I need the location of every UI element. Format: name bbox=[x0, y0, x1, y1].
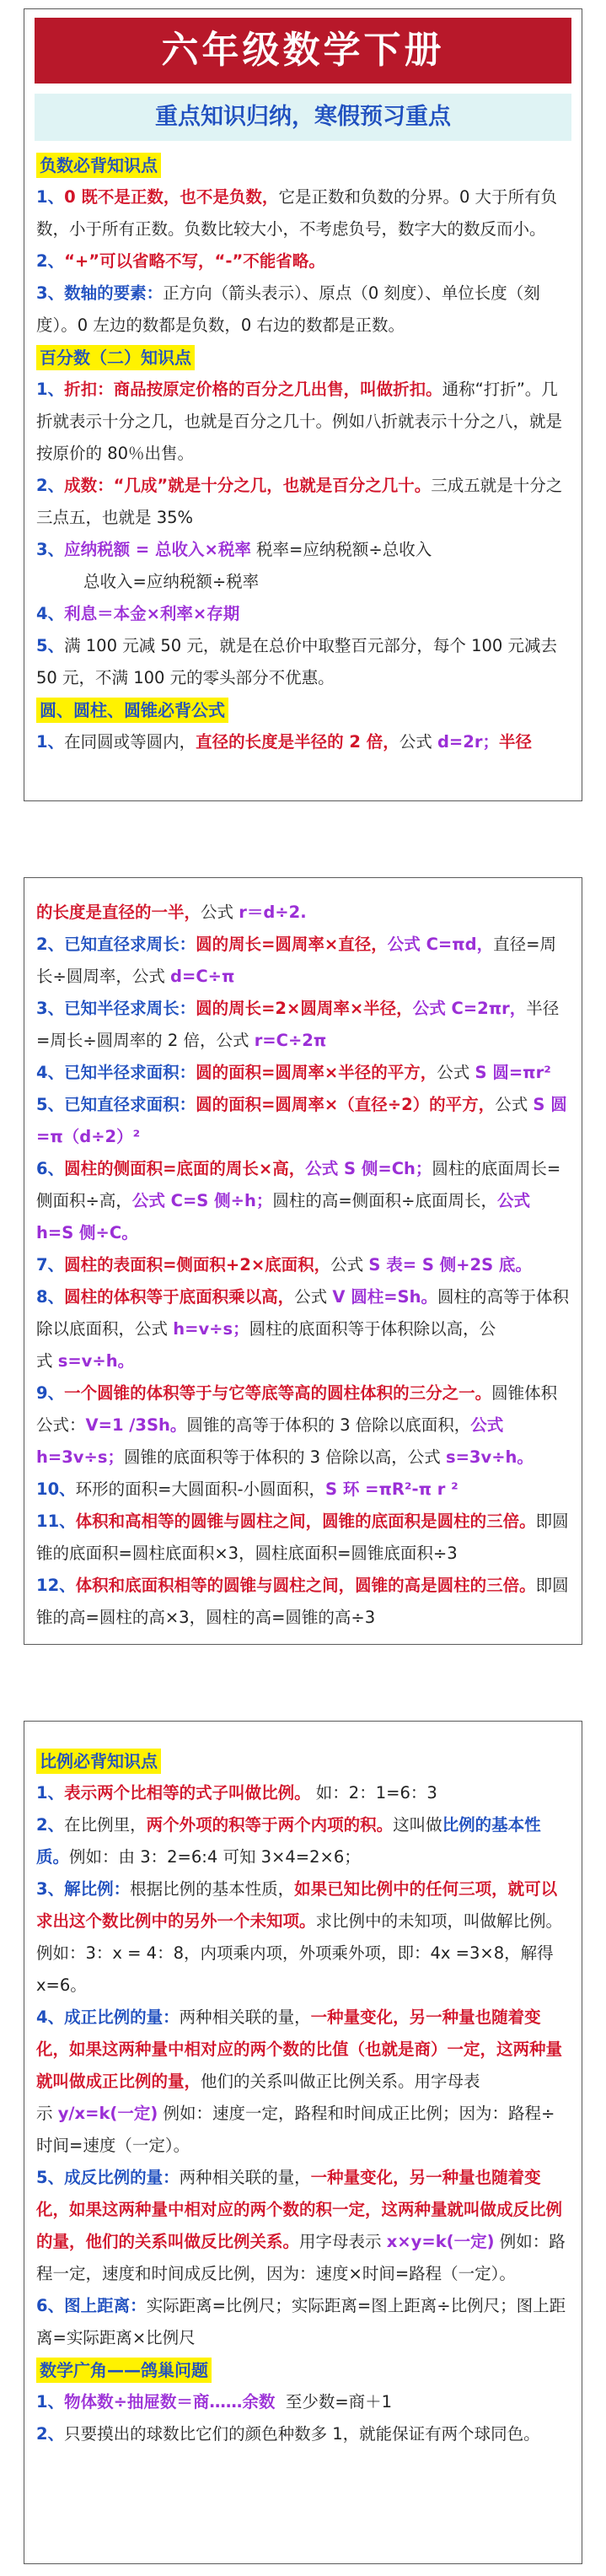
section-pigeonhole: 数学广角——鸽巢问题 bbox=[36, 2358, 212, 2383]
page-3 bbox=[24, 1721, 582, 2564]
list-item: 1、物体数÷抽屉数＝商……余数 至少数=商＋1 bbox=[36, 2392, 393, 2412]
list-item: 8、圆柱的体积等于底面积乘以高，公式 V 圆柱=Sh。圆柱的高等于体积除以底面积，公式 h=v÷s；圆柱的底面积等于体积除以高，公式 s=v÷h。 bbox=[36, 1287, 569, 1371]
list-item: 4、已知半径求面积：圆的面积=圆周率×半径的平方，公式 S 圆=πr² bbox=[36, 1063, 551, 1082]
list-item: 总收入=应纳税额÷税率 bbox=[83, 572, 260, 591]
list-item: 6、图上距离：实际距离=比例尺；实际距离=图上距离÷比例尺；图上距离=实际距离×比例尺 bbox=[36, 2296, 566, 2347]
list-item: 1、表示两个比相等的式子叫做比例。 如：2：1=6：3 bbox=[36, 1783, 437, 1803]
section-circle: 圆、圆柱、圆锥必背公式 bbox=[36, 698, 228, 723]
list-item: 2、已知直径求周长：圆的周长=圆周率×直径，公式 C=πd，直径=周长÷圆周率，公式 d=C÷π bbox=[36, 935, 556, 986]
list-item: 10、环形的面积=大圆面积-小圆面积，S 环 =πR²-π r ² bbox=[36, 1479, 459, 1499]
list-item: 2、成数：“几成”就是十分之几，也就是百分之几十。三成五就是十分之三点五，也就是 35% bbox=[36, 476, 563, 527]
page-1 bbox=[24, 8, 582, 801]
list-item: 1、在同圆或等圆内，直径的长度是半径的 2 倍，公式 d=2r；半径 bbox=[36, 732, 532, 752]
list-item: 3、解比例：根据比例的基本性质，如果已知比例中的任何三项，就可以求出这个数比例中的另外一个未知项。求比例中的未知项，叫做解比例。例如：3：x = 4：8，内项乘内项，外项乘外项，即：4x =3×8，解得 x=6。 bbox=[36, 1879, 563, 1995]
list-item: 1、折扣：商品按原定价格的百分之几出售，叫做折扣。通称“打折”。几折就表示十分之几，也就是百分之几十。例如八折就表示十分之八，就是按原价的 80％出售。 bbox=[36, 380, 563, 463]
list-item: 3、已知半径求周长：圆的周长=2×圆周率×半径，公式 C=2πr，半径=周长÷圆周率的 2 倍，公式 r=C÷2π bbox=[36, 999, 560, 1050]
list-item: 5、已知直径求面积：圆的面积=圆周率×（直径÷2）的平方，公式 S 圆 =π（d÷2）² bbox=[36, 1095, 567, 1146]
list-item: 1、0 既不是正数，也不是负数，它是正数和负数的分界。0 大于所有负数，小于所有正数。负数比较大小，不考虑负号，数字大的数反而小。 bbox=[36, 187, 558, 239]
page-title: 六年级数学下册 bbox=[35, 18, 571, 84]
list-item: 2、“+”可以省略不写，“-”不能省略。 bbox=[36, 251, 325, 271]
section-negative-numbers: 负数必背知识点 bbox=[36, 153, 161, 178]
list-item: 12、体积和底面积相等的圆锥与圆柱之间，圆锥的高是圆柱的三倍。即圆锥的高=圆柱的高×3，圆柱的高=圆锥的高÷3 bbox=[36, 1576, 569, 1627]
page-2 bbox=[24, 877, 582, 1645]
list-item: 的长度是直径的一半，公式 r＝d÷2. bbox=[36, 903, 307, 922]
list-item: 5、成反比例的量：两种相关联的量，一种量变化，另一种量也随着变化，如果这两种量中相对应的两个数的积一定，这两种量就叫做成反比例的量，他们的关系叫做反比例关系。用字母表示 x×y=k(一定) 例如：路程一定，速度和时间成反比例，因为：速度×时间=路程（一定）。 bbox=[36, 2168, 566, 2283]
list-item: 2、在比例里，两个外项的积等于两个内项的积。这叫做比例的基本性质。例如：由 3：2=6:4 可知 3×4=2×6； bbox=[36, 1815, 541, 1867]
list-item: 3、数轴的要素：正方向（箭头表示）、原点（0 刻度）、单位长度（刻度）。0 左边的数都是负数，0 右边的数都是正数。 bbox=[36, 283, 540, 335]
list-item: 5、满 100 元减 50 元，就是在总价中取整百元部分，每个 100 元减去 50 元，不满 100 元的零头部分不优惠。 bbox=[36, 636, 558, 687]
list-item: 11、体积和高相等的圆锥与圆柱之间，圆锥的底面积是圆柱的三倍。即圆锥的底面积=圆柱底面积×3，圆柱底面积=圆锥底面积÷3 bbox=[36, 1512, 569, 1563]
list-item: 7、圆柱的表面积=侧面积+2×底面积，公式 S 表= S 侧+2S 底。 bbox=[36, 1255, 532, 1275]
section-ratio: 比例必背知识点 bbox=[36, 1749, 161, 1774]
list-item: 4、成正比例的量：两种相关联的量，一种量变化，另一种量也随着变化，如果这两种量中相对应的两个数的比值（也就是商）一定，这两种量就叫做成正比例的量，他们的关系叫做正比例关系。用字母表示 y/x=k(一定) 例如：速度一定，路程和时间成正比例；因为：路程÷时间=速度（一定）。 bbox=[36, 2007, 563, 2155]
list-item: 4、利息＝本金×利率×存期 bbox=[36, 604, 240, 623]
list-item: 2、只要摸出的球数比它们的颜色种数多 1，就能保证有两个球同色。 bbox=[36, 2424, 540, 2444]
list-item: 9、一个圆锥的体积等于与它等底等高的圆柱体积的三分之一。圆锥体积公式：V=1 /3Sh。圆锥的高等于体积的 3 倍除以底面积，公式 h=3v÷s；圆锥的底面积等于体积的 3 倍除以高，公式 s=3v÷h。 bbox=[36, 1383, 558, 1467]
section-percent: 百分数（二）知识点 bbox=[36, 345, 195, 370]
list-item: 3、应纳税额 = 总收入×税率 税率=应纳税额÷总收入 bbox=[36, 540, 432, 559]
page-subtitle: 重点知识归纳，寒假预习重点 bbox=[35, 94, 571, 141]
list-item: 6、圆柱的侧面积=底面的周长×高，公式 S 侧=Ch；圆柱的底面周长=侧面积÷高，公式 C=S 侧÷h；圆柱的高=侧面积÷底面周长，公式 h=S 侧÷C。 bbox=[36, 1159, 561, 1242]
